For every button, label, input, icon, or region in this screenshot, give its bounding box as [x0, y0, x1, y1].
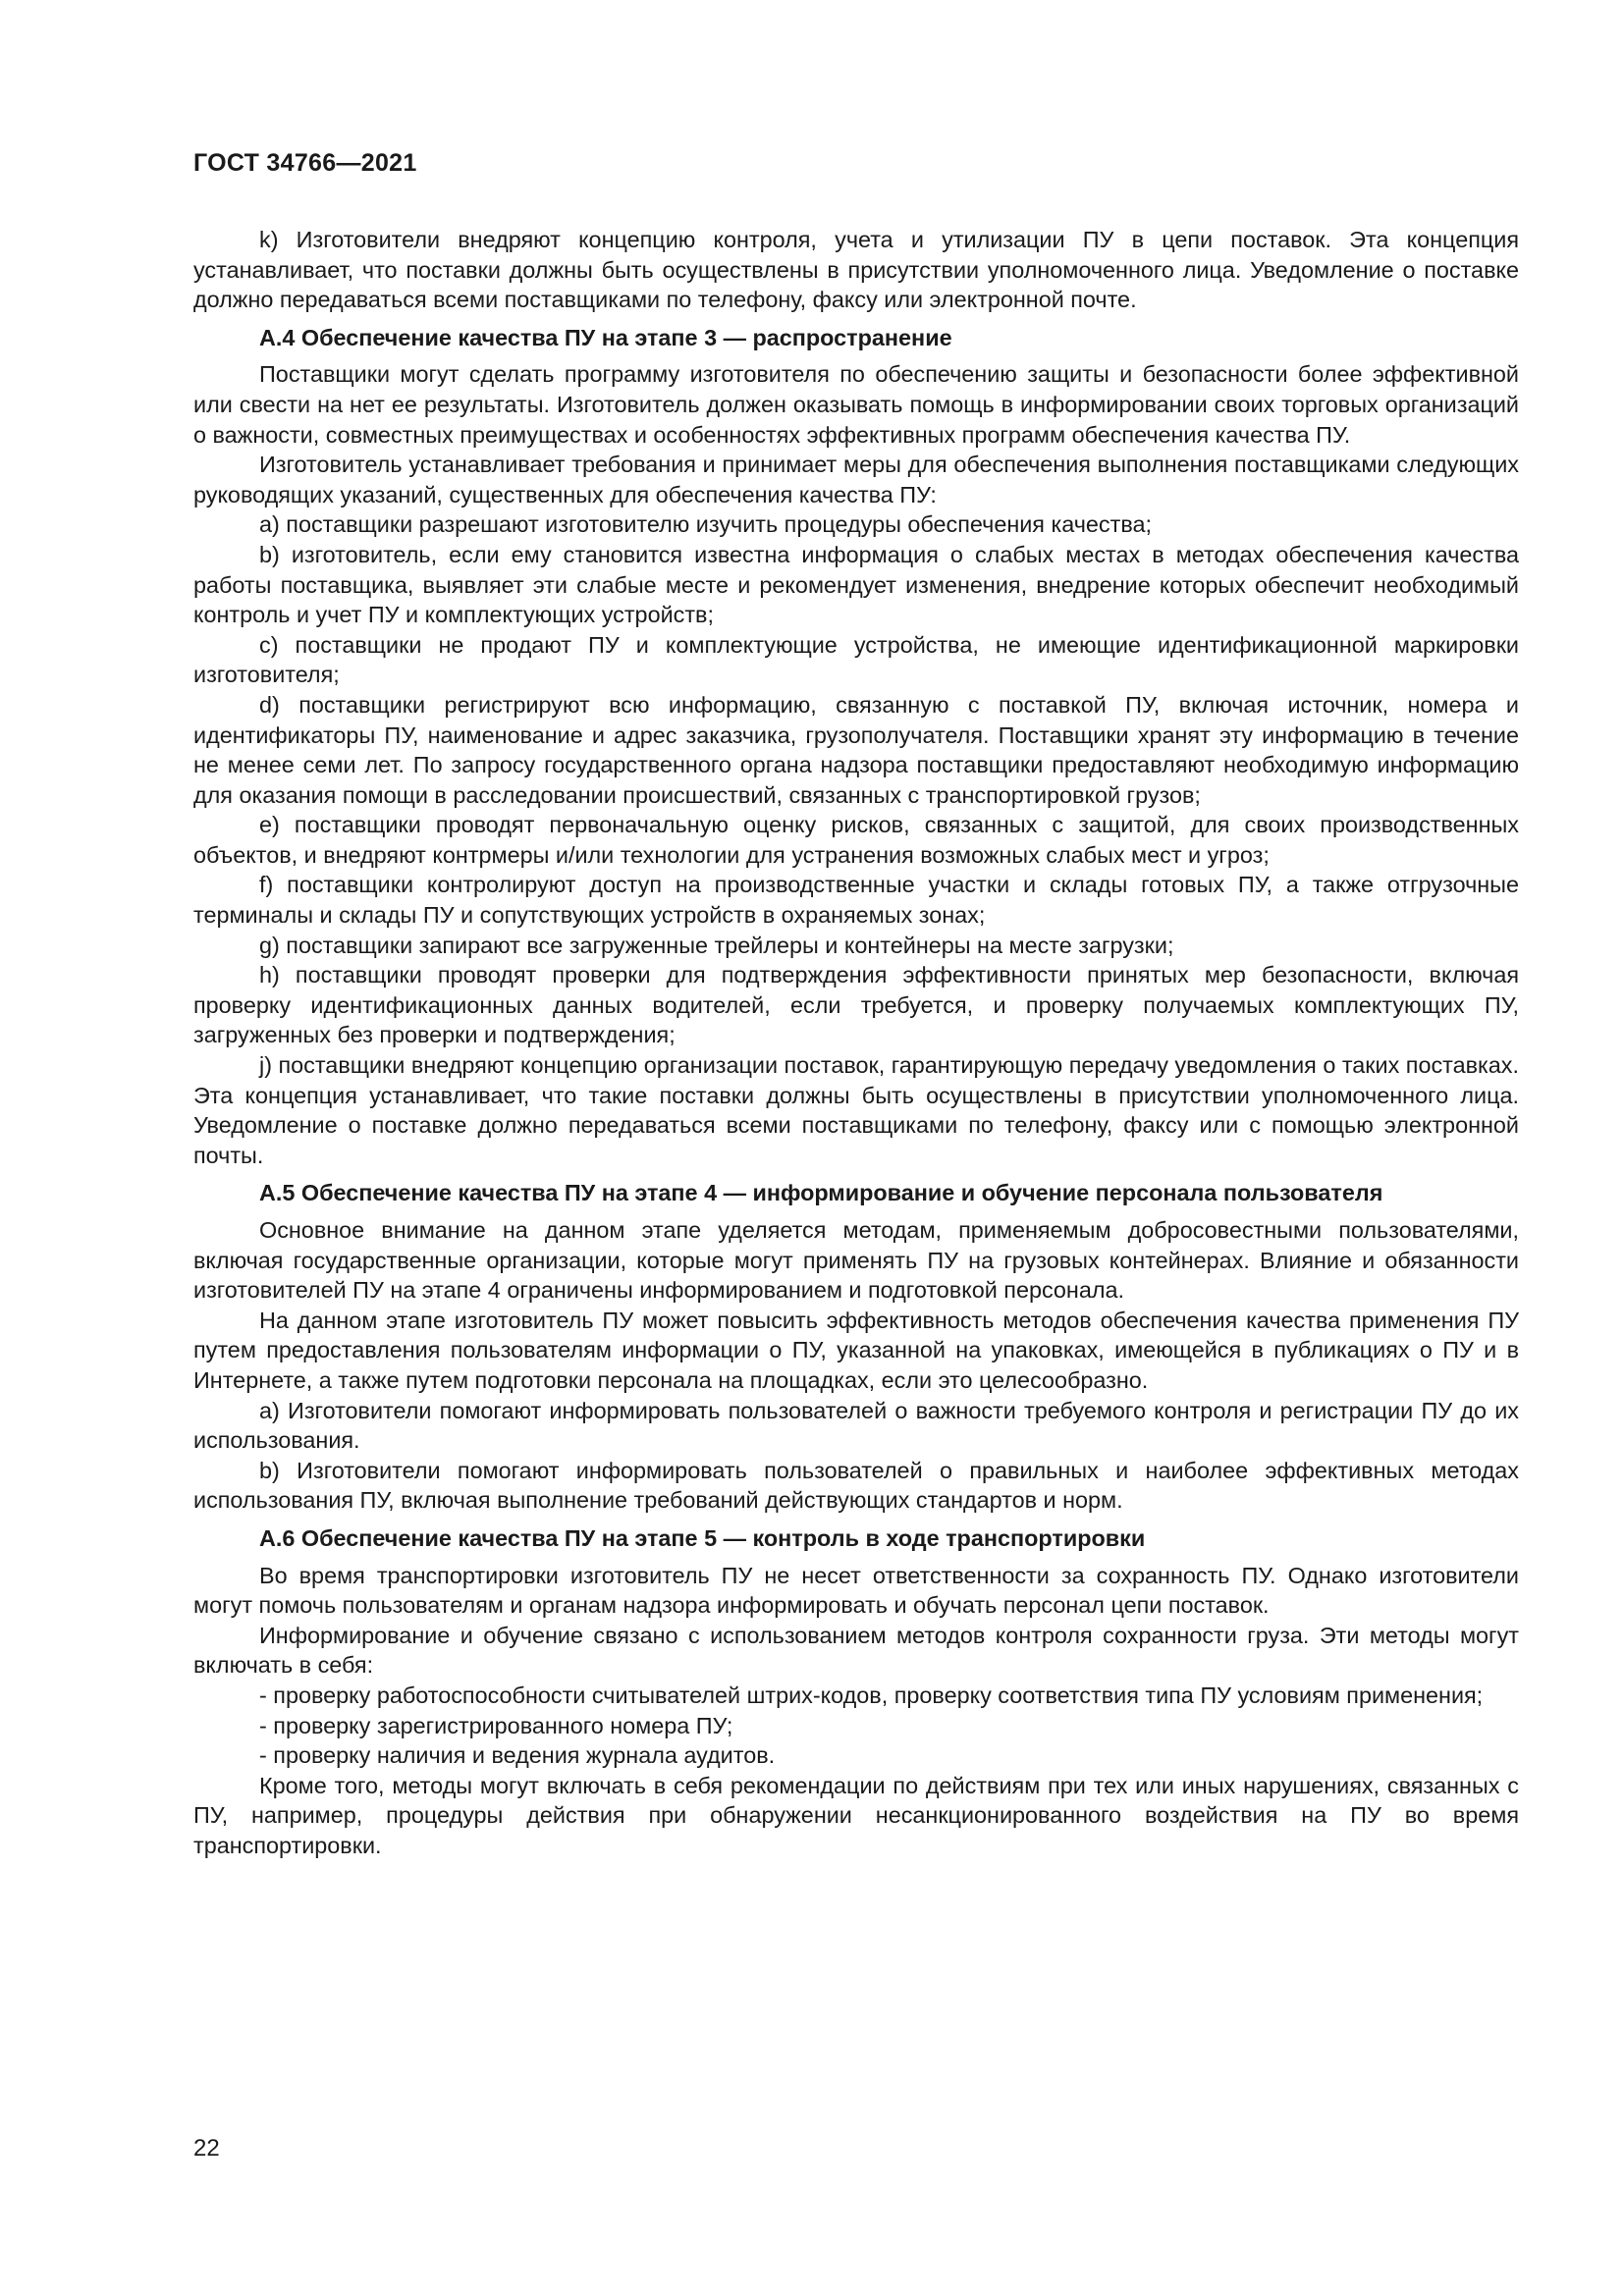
paragraph: Основное внимание на данном этапе уделяется методам, применяемым добросовестными пользователями, включая государственные организации, которые могут применять ПУ на грузовых контейнерах. Влияние и обязанности изготовителей ПУ на этапе 4 ограничены информированием и подготовкой персонала.: [193, 1217, 1519, 1304]
list-item: а) Изготовители помогают информировать пользователей о важности требуемого контроля и регистрации ПУ до их использования.: [193, 1397, 1519, 1454]
section-heading-a4: А.4 Обеспечение качества ПУ на этапе 3 — распространение: [259, 324, 952, 350]
paragraph: k) Изготовители внедряют концепцию контроля, учета и утилизации ПУ в цепи поставок. Эта концепция устанавливает, что поставки должны быть осуществлены в присутствии уполномоченного лица. Уведомление о поставке должно передаваться всеми поставщиками по телефону, факсу или электронной почте.: [193, 227, 1519, 313]
list-item: h) поставщики проводят проверки для подтверждения эффективности принятых мер безопасности, включая проверку идентификационных данных водителей, если требуется, и проверку получаемых комплектующих ПУ, загруженных без проверки и подтверждения;: [193, 962, 1519, 1048]
paragraph: Поставщики могут сделать программу изготовителя по обеспечению защиты и безопасности более эффективной или свести на нет ее результаты. Изготовитель должен оказывать помощь в информировании своих торговых организаций о важности, совместных преимуществах и особенностях эффективных программ обеспечения качества ПУ.: [193, 361, 1519, 448]
page-number: 22: [193, 2135, 220, 2162]
list-item: а) поставщики разрешают изготовителю изучить процедуры обеспечения качества;: [259, 511, 1152, 538]
document-body: [193, 225, 1519, 1860]
section-heading-a6: А.6 Обеспечение качества ПУ на этапе 5 — контроль в ходе транспортировки: [259, 1524, 1146, 1551]
list-item: j) поставщики внедряют концепцию организации поставок, гарантирующую передачу уведомления о таких поставках. Эта концепция устанавливает, что такие поставки должны быть осуществлены в присутствии уполномоченного лица. Уведомление о поставке должно передаваться всеми поставщиками по телефону, факсу или с помощью электронной почты.: [193, 1052, 1519, 1168]
paragraph: Во время транспортировки изготовитель ПУ не несет ответственности за сохранность ПУ. Однако изготовители могут помочь пользователям и органам надзора информировать и обучать персонал цепи поставок.: [193, 1562, 1519, 1619]
paragraph: Изготовитель устанавливает требования и принимает меры для обеспечения выполнения поставщиками следующих руководящих указаний, существенных для обеспечения качества ПУ:: [193, 452, 1519, 507]
document-code-header: ГОСТ 34766—2021: [193, 149, 417, 177]
list-item: d) поставщики регистрируют всю информацию, связанную с поставкой ПУ, включая источник, номера и идентификаторы ПУ, наименование и адрес заказчика, грузополучателя. Поставщики хранят эту информацию в течение не менее семи лет. По запросу государственного органа надзора поставщики предоставляют необходимую информацию для оказания помощи в расследовании происшествий, связанных с транспортировкой грузов;: [193, 691, 1519, 808]
paragraph: Информирование и обучение связано с использованием методов контроля сохранности груза. Эти методы могут включать в себя:: [193, 1622, 1519, 1679]
list-item: f) поставщики контролируют доступ на производственные участки и склады готовых ПУ, а также отгрузочные терминалы и склады ПУ и сопутствующих устройств в охраняемых зонах;: [193, 872, 1519, 929]
list-item: с) поставщики не продают ПУ и комплектующие устройства, не имеющие идентификационной маркировки изготовителя;: [193, 631, 1519, 688]
list-item: - проверку работоспособности считывателей штрих-кодов, проверку соответствия типа ПУ условиям применения;: [259, 1682, 1484, 1708]
list-item: g) поставщики запирают все загруженные трейлеры и контейнеры на месте загрузки;: [259, 932, 1174, 958]
section-heading-a5: А.5 Обеспечение качества ПУ на этапе 4 — информирование и обучение персонала пользователя: [259, 1180, 1383, 1206]
list-item: b) Изготовители помогают информировать пользователей о правильных и наиболее эффективных методах использования ПУ, включая выполнение требований действующих стандартов и норм.: [193, 1457, 1519, 1514]
list-item: - проверку зарегистрированного номера ПУ;: [259, 1712, 733, 1738]
list-item: - проверку наличия и ведения журнала аудитов.: [259, 1742, 776, 1769]
paragraph: Кроме того, методы могут включать в себя рекомендации по действиям при тех или иных нарушениях, связанных с ПУ, например, процедуры действия при обнаружении несанкционированного воздействия на ПУ во время транспортировки.: [193, 1772, 1519, 1858]
paragraph: На данном этапе изготовитель ПУ может повысить эффективность методов обеспечения качества применения ПУ путем предоставления пользователям информации о ПУ, указанной на упаковках, имеющейся в публикациях о ПУ и в Интернете, а также путем подготовки персонала на площадках, если это целесообразно.: [193, 1307, 1519, 1393]
list-item: b) изготовитель, если ему становится известна информация о слабых местах в методах обеспечения качества работы поставщика, выявляет эти слабые месте и рекомендует изменения, внедрение которых обеспечит необходимый контроль и учет ПУ и комплектующих устройств;: [193, 541, 1519, 628]
list-item: е) поставщики проводят первоначальную оценку рисков, связанных с защитой, для своих производственных объектов, и внедряют контрмеры и/или технологии для устранения возможных слабых мест и угроз;: [193, 812, 1519, 868]
